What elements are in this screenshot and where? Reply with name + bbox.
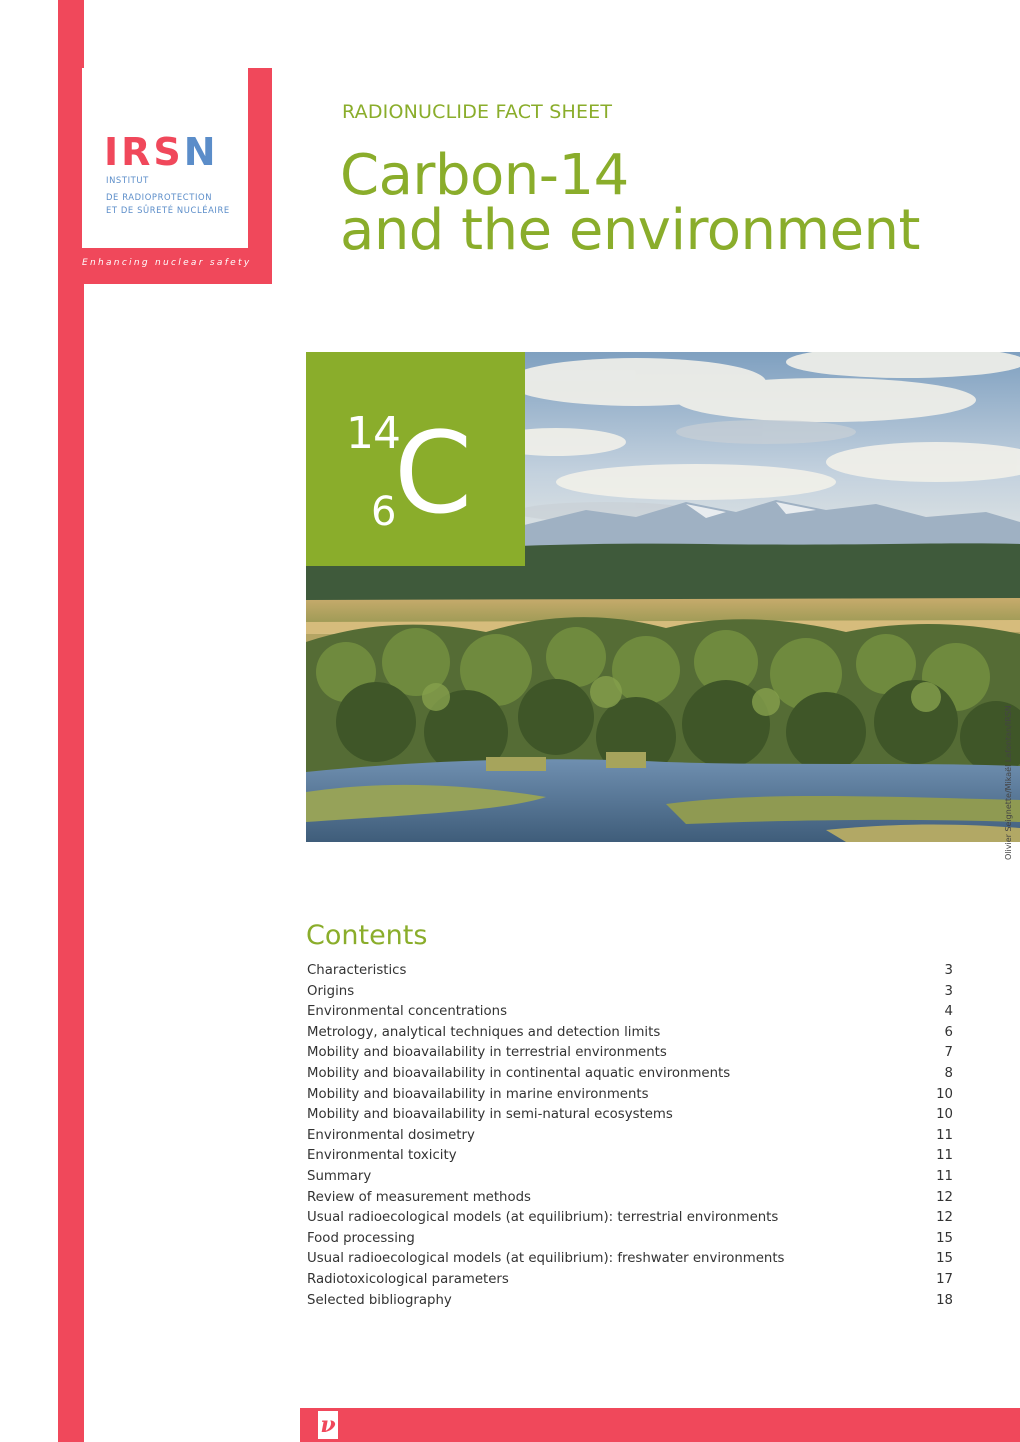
element-symbol: C [394,409,473,539]
toc-entry-page: 17 [936,1271,953,1287]
toc-entry[interactable] [307,1167,953,1188]
toc-entry-page: 12 [936,1189,953,1205]
toc-entry-label: Environmental toxicity [307,1148,457,1164]
toc-entry-page: 12 [936,1210,953,1226]
toc-entry[interactable] [307,1146,953,1167]
toc-entry-page: 3 [944,963,953,978]
fact-sheet-kicker: RADIONUCLIDE FACT SHEET [342,101,613,123]
toc-entry-label: Review of measurement methods [307,1189,531,1205]
toc-entry[interactable] [307,1043,953,1064]
toc-entry-page: 3 [944,983,953,999]
toc-entry-page: 15 [936,1230,953,1246]
toc-entry[interactable] [307,1249,953,1270]
toc-entry-label: Radiotoxicological parameters [307,1271,509,1287]
toc-entry[interactable] [307,1002,953,1023]
logo-line-radioprotection: DE RADIOPROTECTION [106,192,213,202]
toc-entry-page: 18 [936,1292,953,1308]
toc-entry-label: Usual radioecological models (at equilibrium): freshwater environments [307,1251,785,1267]
toc-entry-page: 10 [936,1107,953,1123]
toc-entry[interactable] [307,1085,953,1106]
logo-line-surete: ET DE SÛRETÉ NUCLÉAIRE [106,205,230,215]
nu-logo-icon: ν [317,1410,339,1440]
toc-entry[interactable] [307,1208,953,1229]
toc-entry[interactable] [307,961,953,982]
toc-entry[interactable] [307,1064,953,1085]
toc-entry[interactable] [307,1229,953,1250]
toc-entry-label: Metrology, analytical techniques and detection limits [307,1024,661,1040]
logo-wordmark: IRSN [104,130,219,174]
frame-strip-main [58,282,84,1442]
toc-entry-label: Mobility and bioavailability in continental aquatic environments [307,1065,731,1081]
contents-heading: Contents [306,920,428,951]
toc-entry-page: 15 [936,1251,953,1267]
toc-entry[interactable] [307,1188,953,1209]
toc-entry-page: 11 [936,1148,953,1164]
toc-entry-label: Mobility and bioavailability in semi-natural ecosystems [307,1107,673,1123]
toc-entry[interactable] [307,1291,953,1312]
toc-entry-label: Origins [307,983,355,999]
toc-entry-page: 11 [936,1127,953,1143]
toc-entry-label: Summary [307,1168,372,1184]
mass-number: 14 [346,408,400,459]
toc-entry-page: 11 [936,1168,953,1184]
table-of-contents [307,961,953,1311]
toc-entry-label: Characteristics [307,963,407,978]
logo-frame [58,68,272,284]
toc-entry-label: Usual radioecological models (at equilibrium): terrestrial environments [307,1210,779,1226]
toc-entry-label: Selected bibliography [307,1292,452,1308]
photo-credit: Olivier Seignette/Mikaël Lafontan/IRSN [1004,705,1013,860]
toc-entry[interactable] [307,982,953,1003]
page-title-line2: and the environment [340,198,921,263]
irsn-logo [82,68,248,248]
toc-entry-label: Environmental dosimetry [307,1127,475,1143]
toc-entry-page: 8 [944,1065,953,1081]
toc-entry[interactable] [307,1126,953,1147]
element-badge [306,352,525,566]
logo-tagline: Enhancing nuclear safety [82,258,252,268]
toc-entry-page: 4 [944,1004,953,1020]
toc-entry-page: 10 [936,1086,953,1102]
atomic-number: 6 [371,489,397,535]
page-title-line1: Carbon-14 [340,143,629,208]
frame-strip-top [58,0,84,70]
logo-line-institut: INSTITUT [106,175,149,185]
toc-entry-page: 6 [944,1024,953,1040]
toc-entry-label: Environmental concentrations [307,1004,507,1020]
toc-entry-label: Mobility and bioavailability in terrestrial environments [307,1045,667,1061]
toc-entry-label: Mobility and bioavailability in marine environments [307,1086,649,1102]
toc-entry[interactable] [307,1270,953,1291]
toc-entry[interactable] [307,1023,953,1044]
footer-bar [300,1408,1020,1442]
toc-entry-page: 7 [944,1045,953,1061]
toc-entry[interactable] [307,1105,953,1126]
toc-entry-label: Food processing [307,1230,415,1246]
